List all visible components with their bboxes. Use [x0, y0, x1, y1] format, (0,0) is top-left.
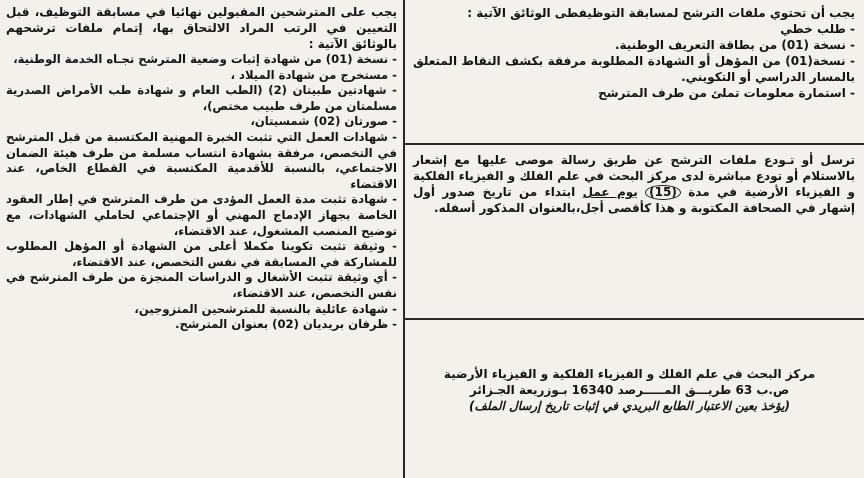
list-item: - طلب خطي — [780, 22, 855, 36]
sending-paragraph — [413, 152, 855, 216]
list-item: - شهادة تثبت مدة العمل المؤدى من طرف المترشح في إطار العقود الخاصة بجهاز الإدماج المهني أو الإجتماعي لحاملي الشهادات، مع توضيح المنصب المشغول، عند الاقتضاء، — [6, 192, 397, 238]
sending-text-part1: ترسل أو تـودع ملفات الترشح عن طريق رسالة موصى عليها مع إشعار بالاستلام أو تودع مباشرة لدى مركز البحث في علم الفلك و الفيزياء الفلكية و الفيزياء الأرضية في مدة — [413, 153, 855, 199]
list-item: - ظرفان بريديان (02) بعنوان المترشح. — [175, 317, 397, 332]
required-documents-section — [413, 5, 855, 101]
right-column — [405, 0, 864, 478]
documents-list — [413, 21, 855, 101]
list-item: - وثيقة تثبت تكوينا مكملا أعلى من الشهادة أو المؤهل المطلوب للمشاركة في المسابقة في نفس التخصص، عند الاقتضاء، — [6, 239, 397, 269]
final-documents-intro: يجب على المترشحين المقبولين نهائيا في مسابقة التوظيف، قبل التعيين في الرتب المراد الالتحاق بها، إتمام ملفات ترشحهم بالوثائق الآتية : — [6, 5, 397, 51]
section-divider — [405, 143, 864, 145]
left-column — [0, 0, 404, 478]
address-line-2: ص.ب 63 طريـــق المـــــرصد 16340 بـوزريعة الجـزائر — [469, 383, 790, 397]
sending-instructions-section — [413, 152, 855, 216]
list-item: - نسخة(01) من المؤهل أو الشهادة المطلوبة مرفقة بكشف النقاط المتعلق بالمسار الدراسي أو التكويني. — [413, 54, 855, 84]
section-divider — [405, 318, 864, 320]
list-item: - مستخرج من شهادة الميلاد ، — [230, 67, 397, 82]
list-item: - نسخة (01) من بطاقة التعريف الوطنية. — [614, 38, 855, 52]
days-count: (15) — [645, 185, 681, 200]
address-line-1: مركز البحث في علم الفلك و الفيزياء الفلكية و الفيزياء الأرضية — [443, 367, 816, 381]
list-item: - شهادات العمل التي تثبت الخبرة المهنية المكتسبة من قبل المترشح في التخصص، مرفقة بشهادة انتساب مسلمة من طرف هيئة الضمان الاجتماعي، بالنسبة للأقدمية المكتسبة في القطاع الخاص، عند الاقتضاء — [6, 129, 397, 191]
address-note: (يؤخذ بعين الاعتبار الطابع البريدي في إثبات تاريخ إرسال الملف) — [469, 399, 790, 413]
final-documents-list — [6, 52, 397, 333]
list-item: - شهادتين طبيتان (2) (الطب العام و شهادة طب الأمراض الصدرية مسلمتان من طرف طبيب مختص)، — [6, 83, 397, 113]
list-item: - نسخة (01) من شهادة إثبات وضعية المترشح تجـاه الخدمة الوطنية، — [13, 52, 397, 66]
list-item: - شهادة عائلية بالنسبة للمترشحين المتزوجين، — [134, 301, 397, 316]
list-item: - استمارة معلومات تملئ من طرف المترشح — [598, 86, 855, 100]
days-unit: يوم عمل — [582, 185, 638, 199]
documents-intro: يجب أن تحتوي ملفات الترشح لمسابقة التوظيفطى الوثائق الآتية : — [467, 6, 855, 20]
list-item: - صورتان (02) شمسيتان، — [250, 114, 397, 129]
sending-text-part2: ابتداء من تاريخ صدور أول إشهار في الصحافة المكتوبة و هذا كأقصى أجل،بالعنوان المذكور أسفله. — [413, 185, 855, 215]
address-section — [413, 366, 846, 414]
list-item: - أي وثيقة تثبت الأشغال و الدراسات المنجزة من طرف المترشح في نفس التخصص، عند الاقتضاء، — [6, 270, 397, 300]
